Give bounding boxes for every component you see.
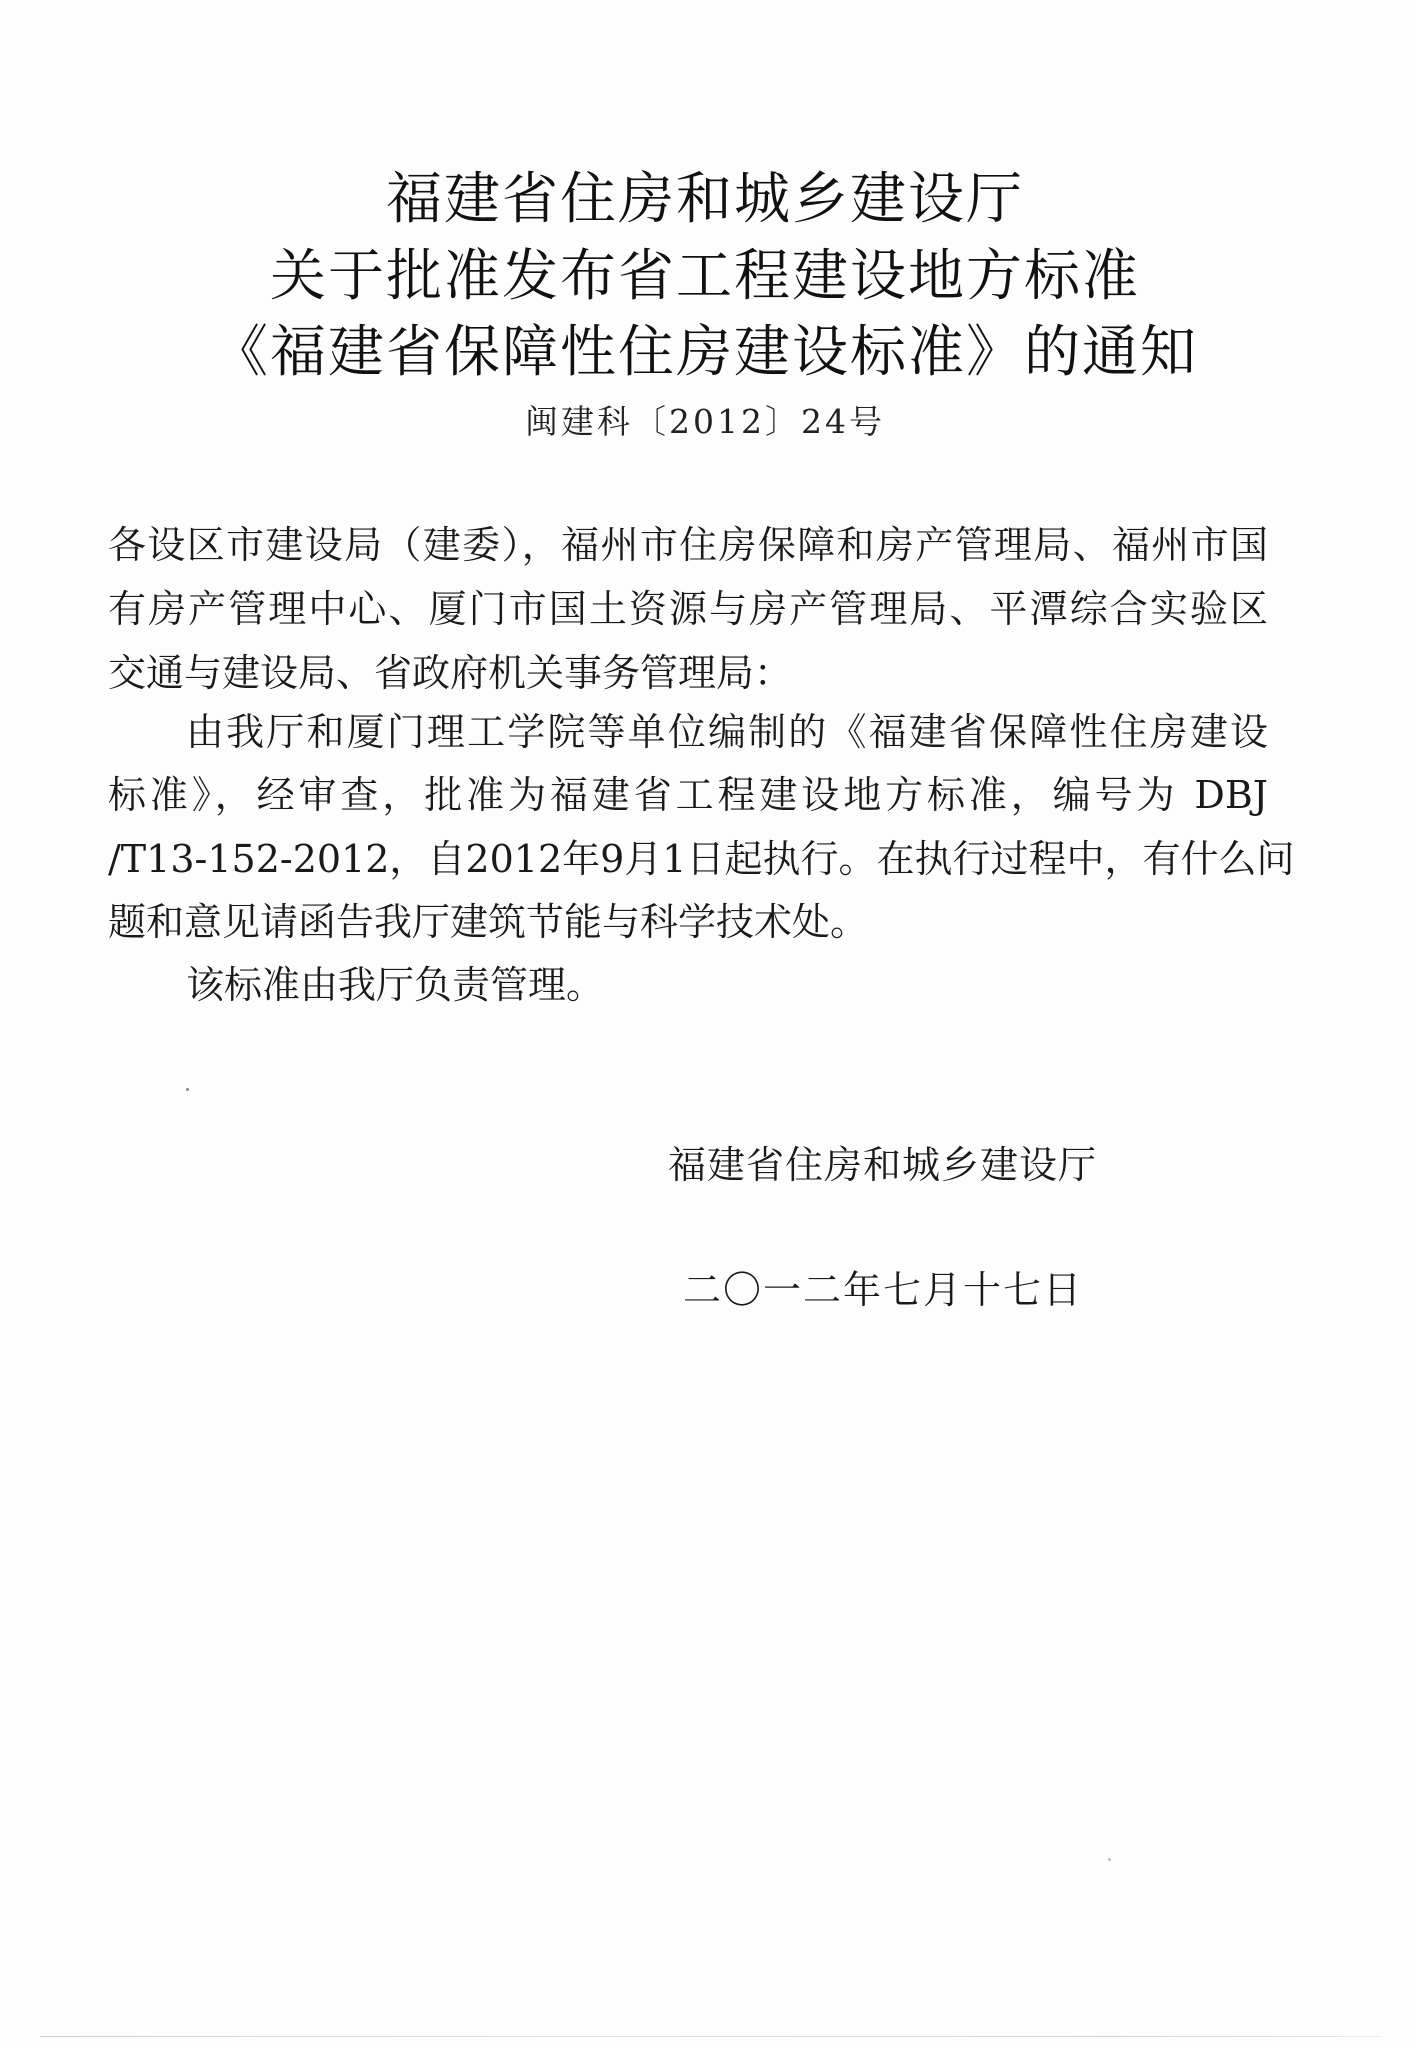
document-number: 闽建科〔2012〕24号: [525, 402, 885, 441]
title-line-2: 关于批准发布省工程建设地方标准: [270, 244, 1140, 309]
paragraph-1-line-3: /T13-152-2012，自2012年9月1日起执行。在执行过程中，有什么问: [108, 837, 1295, 881]
title-line-1: 福建省住房和城乡建设厅: [386, 167, 1024, 232]
paragraph-1-line-4: 题和意见请函告我厅建筑节能与科学技术处。: [108, 900, 869, 944]
scan-speck: [1108, 1858, 1111, 1861]
addressee-line-1: 各设区市建设局（建委），福州市住房保障和房产管理局、福州市国: [108, 523, 1268, 567]
paragraph-1-line-1: 由我厅和厦门理工学院等单位编制的《福建省保障性住房建设: [186, 710, 1268, 754]
addressee-line-2: 有房产管理中心、厦门市国土资源与房产管理局、平潭综合实验区: [108, 587, 1268, 631]
paragraph-1-line-2: 标准》，经审查，批准为福建省工程建设地方标准，编号为 DBJ: [108, 773, 1268, 817]
paragraph-2: 该标准由我厅负责管理。: [186, 963, 605, 1007]
issuer-signature: 福建省住房和城乡建设厅: [668, 1143, 1098, 1187]
addressee-line-3: 交通与建设局、省政府机关事务管理局：: [108, 651, 793, 695]
scan-edge-line: [40, 2036, 1380, 2037]
scan-speck: [186, 1088, 189, 1091]
issue-date: 二〇一二年七月十七日: [683, 1268, 1084, 1312]
title-line-3: 《福建省保障性住房建设标准》的通知: [212, 320, 1198, 385]
